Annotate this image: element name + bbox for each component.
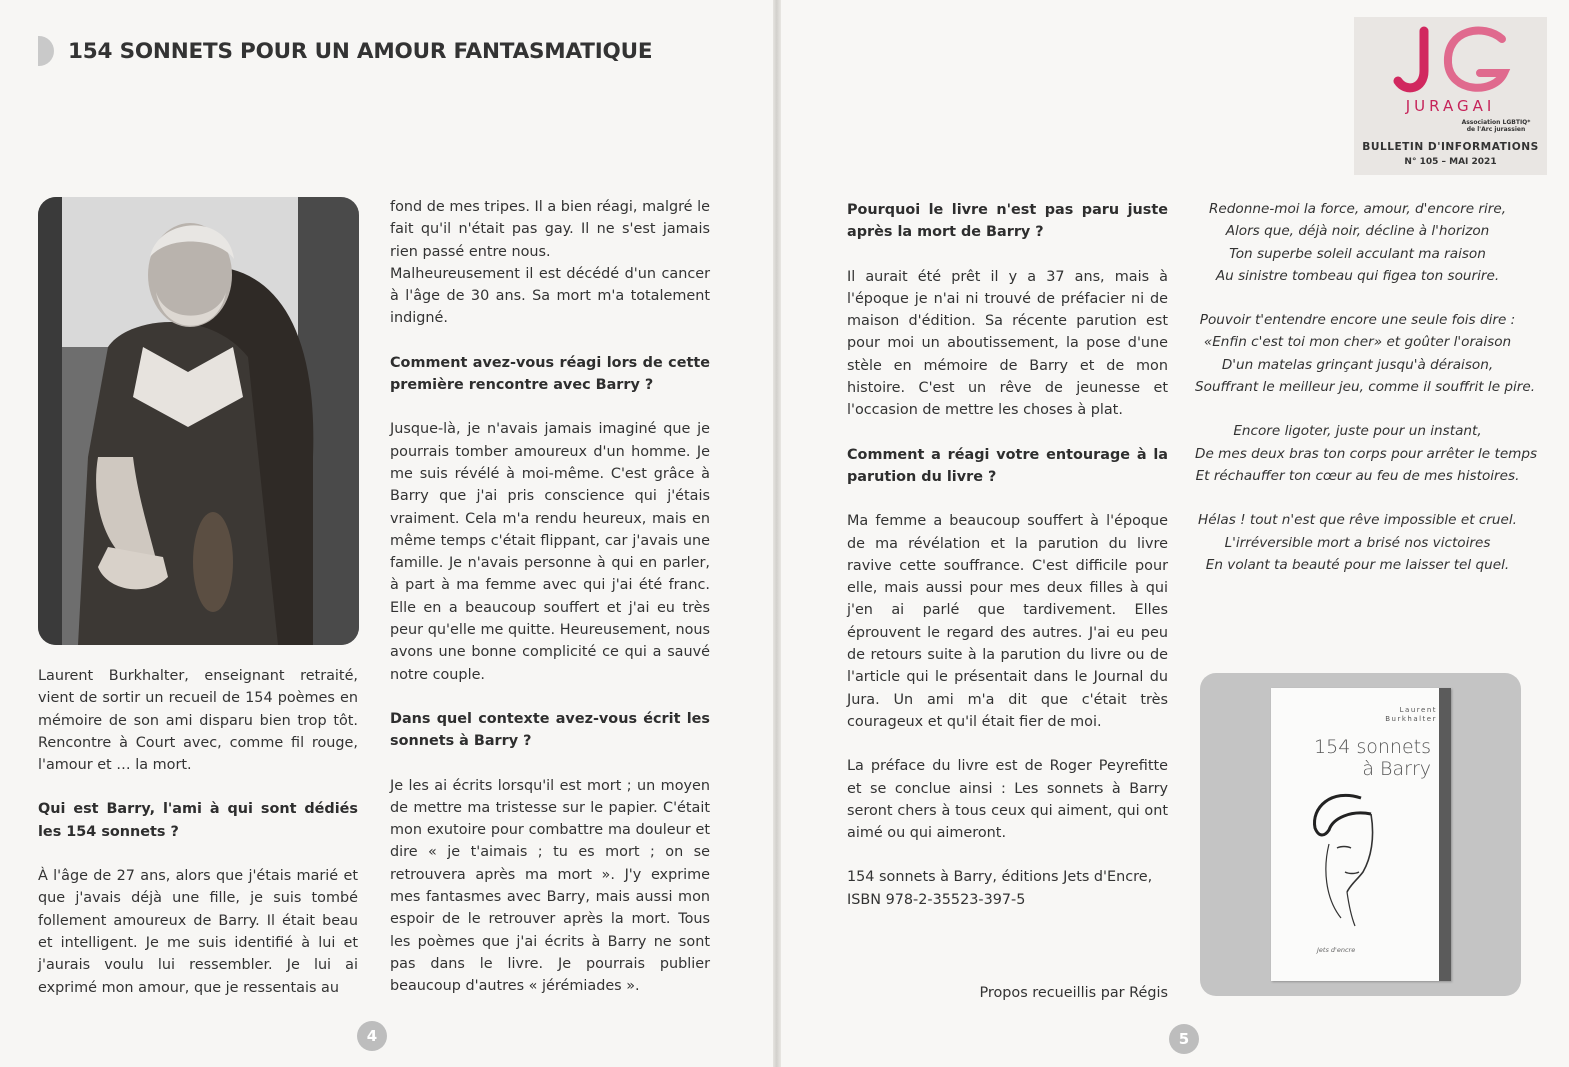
page-number-right: 5 (1169, 1024, 1199, 1054)
book-reference-isbn: ISBN 978-2-35523-397-5 (847, 891, 1026, 908)
answer-1-continued: fond de mes tripes. Il a bien réagi, malgré le fait qu'il n'était pas gay. Il ne s'est jamais rien passé entre nous. (390, 199, 710, 260)
poem-line: Hélas ! tout n'est que rêve impossible et cruel. (1198, 512, 1517, 529)
book-title-line-1: 154 sonnets (1314, 736, 1431, 758)
logo-brand-name: JURAGAI (1405, 97, 1496, 115)
issue-label: N° 105 – MAI 2021 (1404, 157, 1497, 167)
book-spine (1439, 688, 1451, 981)
juragai-logo (1354, 17, 1547, 175)
question-3: Dans quel contexte avez-vous écrit les sonnets à Barry ? (390, 710, 710, 750)
face-sketch-illustration (1301, 788, 1401, 928)
book-author-last: Burkhalter (1385, 715, 1437, 723)
poem-line: «Enfin c'est toi mon cher» et goûter l'oraison (1203, 334, 1512, 351)
book-title-line-2: à Barry (1362, 758, 1431, 780)
poem-line: D'un matelas grinçant jusqu'à déraison, (1221, 356, 1494, 373)
poem-line: En volant ta beauté pour me laisser tel quel. (1205, 556, 1510, 573)
poem-line: Encore ligoter, juste pour un instant, (1233, 423, 1482, 440)
book-author-first: Laurent (1399, 706, 1437, 714)
question-2: Comment avez-vous réagi lors de cette première rencontre avec Barry ? (390, 354, 710, 394)
question-1: Qui est Barry, l'ami à qui sont dédiés les 154 sonnets ? (38, 801, 358, 840)
poem-line: Alors que, déjà noir, décline à l'horizon (1225, 223, 1490, 240)
preface-paragraph: La préface du livre est de Roger Peyrefitte et se conclue ainsi : Les sonnets à Barry seront chers à tous ceux qui aiment, qui ont aimé ou qui aimeront. (847, 758, 1168, 842)
portrait-illustration (38, 197, 359, 645)
logo-association-line-2: de l'Arc jurassien (1466, 126, 1526, 133)
book-title (1291, 736, 1431, 780)
credit-line: Propos recueillis par Régis (979, 985, 1168, 1001)
bulletin-label: BULLETIN D'INFORMATIONS (1362, 141, 1539, 153)
poem-line: Pouvoir t'entendre encore une seule fois dire : (1199, 312, 1516, 329)
sonnet-poem (1195, 198, 1538, 598)
logo-association-line-1: Association LGBTIQ* (1461, 119, 1531, 126)
answer-3: Je les ai écrits lorsqu'il est mort ; un moyen de mettre ma tristesse sur le papier. C'était mon exutoire pour combattre ma douleur et dire « je t'aimais ; tu es mort ; on se retrouvera après ma mort ». J'y exprime mes fantasmes avec Barry, mais aussi mon espoir de le retrouver après la mort. Tous les poèmes que j'ai écrits à Barry ne sont pas dans le livre. Je pourrais publier beaucoup d'autres « jérémiades ». (390, 777, 710, 995)
poem-line: Ton superbe soleil acculant ma raison (1229, 245, 1486, 262)
article-title: 154 SONNETS POUR UN AMOUR FANTASMATIQUE (68, 38, 653, 64)
column-3 (847, 199, 1168, 911)
page-gutter (773, 0, 781, 1067)
answer-5: Ma femme a beaucoup souffert à l'époque de ma révélation et la parution du livre ravive cette souffrance. C'est difficile pour elle, mais aussi pour mes deux filles à qui j'en ai parlé que tardivement. Elles éprouvent le regard des autres. J'ai eu peu de retours suite à la parution du livre ou de l'article qui le présentait dans le Journal du Jura. Un ami m'a dit que c'était très courageux et qu'il était fier de moi. (847, 513, 1168, 730)
answer-1: À l'âge de 27 ans, alors que j'étais marié et que j'avais déjà une fille, je suis tombé follement amoureux de Barry. Il était beau et intelligent. Je me suis identifié à lui et j'aurais voulu lui ressembler. Je lui ai exprimé mon amour, que je ressentais au (38, 868, 358, 996)
page-number-left: 4 (357, 1021, 387, 1051)
book-reference-line-1: 154 sonnets à Barry, éditions Jets d'Encre, (847, 869, 1153, 886)
credit-line-wrap (847, 982, 1168, 1004)
poem-line: Redonne-moi la force, amour, d'encore rire, (1208, 201, 1507, 217)
poem-line: Au sinistre tombeau qui figea ton sourire. (1215, 267, 1500, 284)
poem-line: De mes deux bras ton corps pour arrêter le temps (1195, 445, 1538, 462)
intro-paragraph: Laurent Burkhalter, enseignant retraité, vient de sortir un recueil de 154 poèmes en mémoire de son ami disparu bien trop tôt. Rencontre à Court avec, comme fil rouge, l'amour et … la mort. (38, 668, 358, 774)
answer-2: Jusque-là, je n'avais jamais imaginé que je pourrais tomber amoureux d'un homme. Je me suis révélé à moi-même. C'est grâce à Barry que j'ai pris conscience qui j'étais vraiment. Cela m'a rendu heureux, mais en même temps c'était flippant, car j'avais une famille. Je n'avais personne à qui en parler, à part à ma femme avec qui j'ai été franc. Elle en a beaucoup souffert et j'ai eu très peur qu'elle me quitte. Heureusement, nous avons une bonne complicité ce qui a sauvé notre couple. (390, 421, 710, 683)
question-5: Comment a réagi votre entourage à la parution du livre ? (847, 446, 1168, 485)
logo-association (1446, 119, 1546, 133)
author-photo (38, 197, 359, 645)
column-2 (390, 196, 710, 998)
answer-1-paragraph-2: Malheureusement il est décédé d'un cancer à l'âge de 30 ans. Sa mort m'a totalement indigné. (390, 265, 710, 327)
book-cover (1271, 688, 1451, 981)
poem-line: Souffrant le meilleur jeu, comme il souffrit le pire. (1195, 379, 1536, 396)
answer-4: Il aurait été prêt il y a 37 ans, mais à l'époque je n'ai ni trouvé de préfacier ni de maison d'édition. Sa récente parution est pour moi un aboutissement, la pose d'une stèle en mémoire de Barry et de mon histoire. C'est un rêve de jeunesse et l'occasion de mettre les choses à plat. (847, 268, 1168, 419)
article-header (38, 36, 652, 66)
book-reference (847, 866, 1168, 911)
book-publisher: Jets d'encre (1317, 946, 1356, 954)
title-marker-shape (38, 36, 54, 66)
poem-stanza-3 (1195, 420, 1538, 487)
poem-stanza-4 (1195, 509, 1520, 576)
jg-monogram-icon (1384, 23, 1524, 101)
question-4: Pourquoi le livre n'est pas paru juste après la mort de Barry ? (847, 202, 1168, 241)
poem-line: L'irréversible mort a brisé nos victoires (1224, 534, 1491, 551)
poem-stanza-1 (1195, 198, 1520, 287)
book-author (1271, 706, 1437, 724)
poem-line: Et réchauffer ton cœur au feu de mes histoires. (1195, 467, 1520, 484)
poem-stanza-2 (1195, 309, 1536, 398)
column-1 (38, 665, 358, 999)
